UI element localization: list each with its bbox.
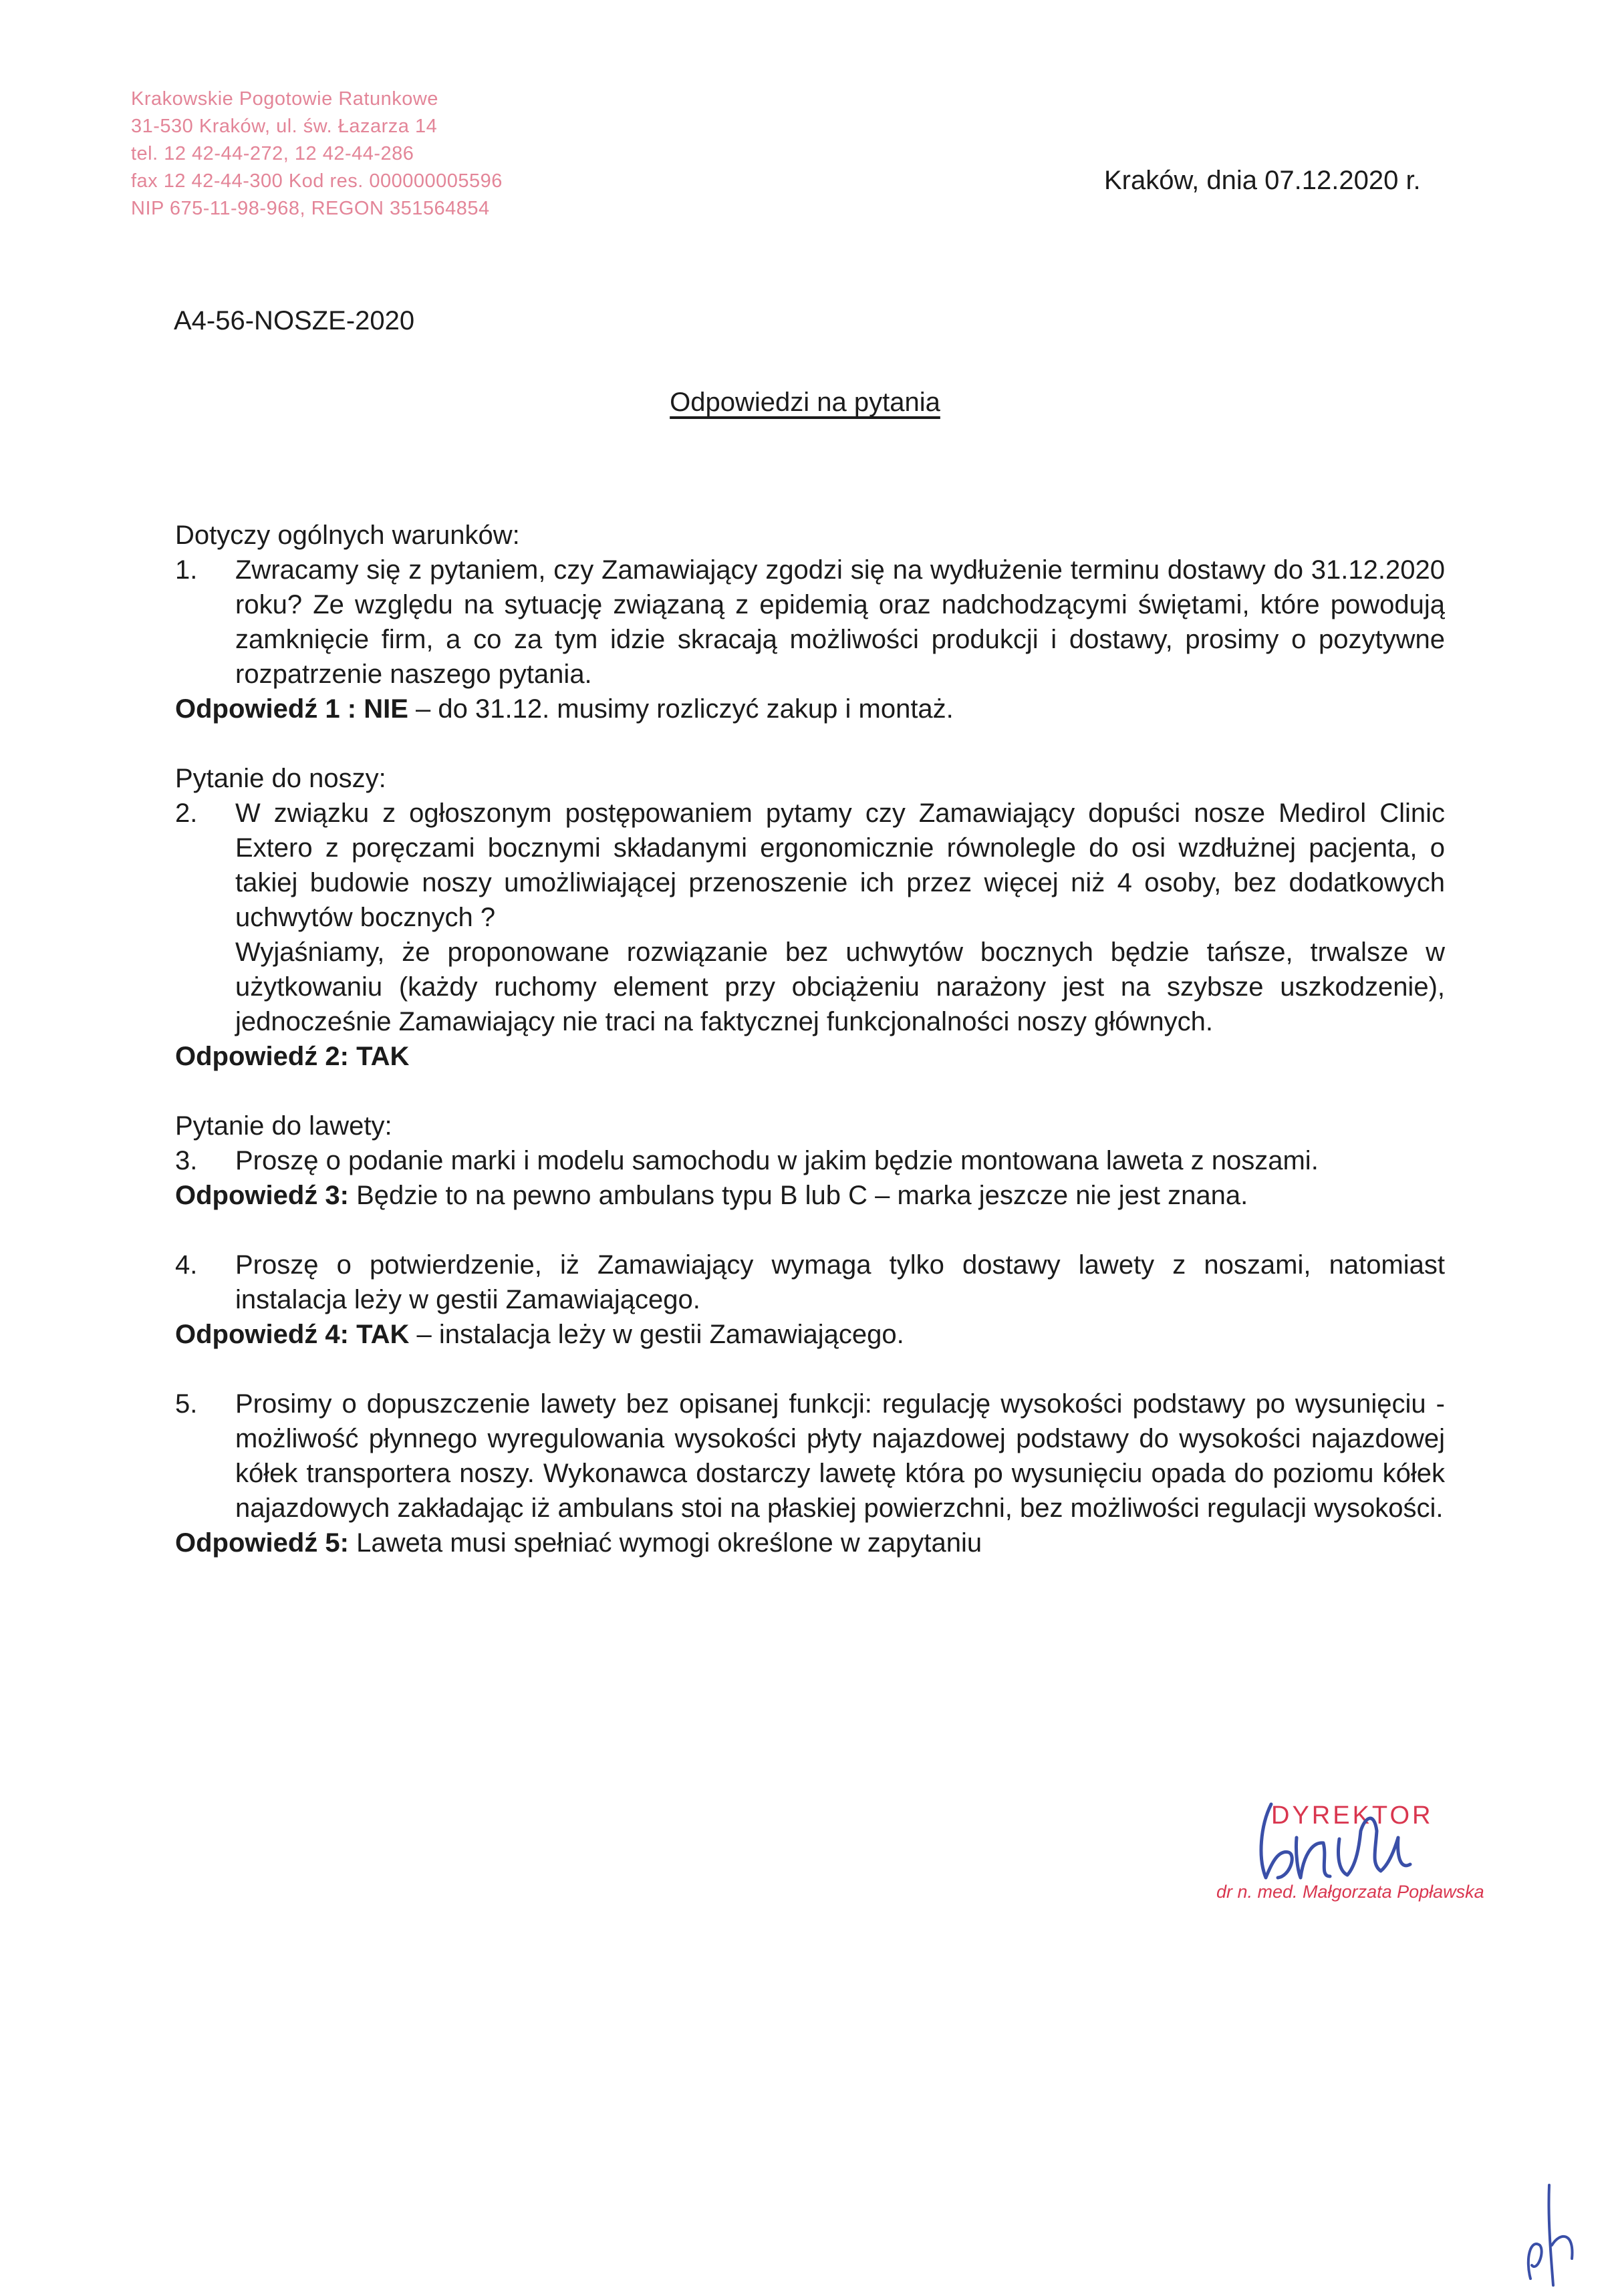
question-item [175,553,1445,692]
question-text: Proszę o podanie marki i modelu samochodu w jakim będzie montowana laweta z noszami. [235,1146,1319,1175]
section-heading: Pytanie do noszy: [175,764,386,793]
answer [175,1039,1445,1074]
answer-text: Laweta musi spełniać wymogi określone w zapytaniu [349,1528,982,1558]
section-heading: Pytanie do lawety: [175,1111,392,1141]
answer-label: Odpowiedź 2: TAK [175,1042,410,1071]
question-item [175,1387,1445,1526]
question-text: Prosimy o dopuszczenie lawety bez opisanej funkcji: regulację wysokości podstawy po wysunięciu - możliwość płynnego wyregulowania wysokości płyty najazdowej podstawy do wysokości najazdowej kółek transportera noszy. Wykonawca dostarczy lawetę która po wysunięciu opada do poziomu kółek najazdowych zakładając iż ambulans stoi na płaskiej powierzchni, bez możliwości regulacji wysokości. [235,1389,1445,1523]
question-number: 2. [175,799,198,828]
stamp-line: fax 12 42-44-300 Kod res. 000000005596 [131,170,503,192]
answer-label: Odpowiedź 3: [175,1181,349,1210]
signature-title: DYREKTOR [1271,1802,1434,1830]
question-explanation: Wyjaśniamy, że proponowane rozwiązanie bez uchwytów bocznych będzie tańsze, trwalsze w użytkowaniu (każdy ruchomy element przy obciążeniu narażony jest na szybsze uszkodzenie), jednocześnie Zamawiający nie traci na faktycznej funkcjonalności noszy głównych. [235,938,1445,1036]
document-title [0,388,1610,418]
question-text: Proszę o potwierdzenie, iż Zamawiający wymaga tylko dostawy lawety z noszami, natomiast instalacja leży w gestii Zamawiającego. [235,1250,1445,1314]
answer [175,1178,1445,1213]
question-text: Zwracamy się z pytaniem, czy Zamawiający zgodzi się na wydłużenie terminu dostawy do 31.12.2020 roku? Ze względu na sytuację związaną z epidemią oraz nadchodzącymi świętami, które powodują zamknięcie firm, a co za tym idzie skracają możliwości produkcji i dostawy, prosimy o pozytywne rozpatrzenie naszego pytania. [235,555,1445,689]
answer-label: Odpowiedź 4: TAK [175,1320,410,1349]
stamp-line: Krakowskie Pogotowie Ratunkowe [131,88,438,110]
answer-text: – do 31.12. musimy rozliczyć zakup i montaż. [408,694,954,724]
answer-label: Odpowiedź 1 : NIE [175,694,408,724]
reference-number: A4-56-NOSZE-2020 [174,306,415,335]
stamp-line: tel. 12 42-44-272, 12 42-44-286 [131,143,414,164]
question-number: 4. [175,1250,198,1280]
question-item [175,1143,1445,1178]
question-number: 3. [175,1146,198,1175]
document-date: Kraków, dnia 07.12.2020 r. [1104,166,1421,195]
signature-name: dr n. med. Małgorzata Popławska [1216,1882,1484,1902]
answer [175,692,1445,726]
stamp-line: 31-530 Kraków, ul. św. Łazarza 14 [131,116,438,137]
answer-label: Odpowiedź 5: [175,1528,349,1558]
signature-block [1196,1764,1544,1938]
answer-text: – instalacja leży w gestii Zamawiającego. [409,1320,904,1349]
question-item [175,796,1445,1039]
question-number: 5. [175,1389,198,1419]
institution-stamp [131,86,505,223]
answer [175,1317,1445,1352]
question-number: 1. [175,555,198,585]
document-body [175,518,1445,1560]
question-item [175,1248,1445,1317]
answer [175,1526,1445,1560]
section-heading: Dotyczy ogólnych warunków: [175,521,520,550]
question-text: W związku z ogłoszonym postępowaniem pytamy czy Zamawiający dopuści nosze Medirol Clinic Extero z poręczami bocznymi składanymi ergonomicznie równolegle do osi wzdłużnej pacjenta, o takiej budowie noszy umożliwiającej przenoszenie ich przez więcej niż 4 osoby, bez dodatkowych uchwytów bocznych ? [235,799,1445,932]
title-text: Odpowiedzi na pytania [670,388,940,417]
handwritten-signature [1196,1764,1544,1938]
handwritten-initials [1510,2165,1591,2292]
answer-text: Będzie to na pewno ambulans typu B lub C – marka jeszcze nie jest znana. [349,1181,1248,1210]
stamp-line: NIP 675-11-98-968, REGON 351564854 [131,198,490,219]
